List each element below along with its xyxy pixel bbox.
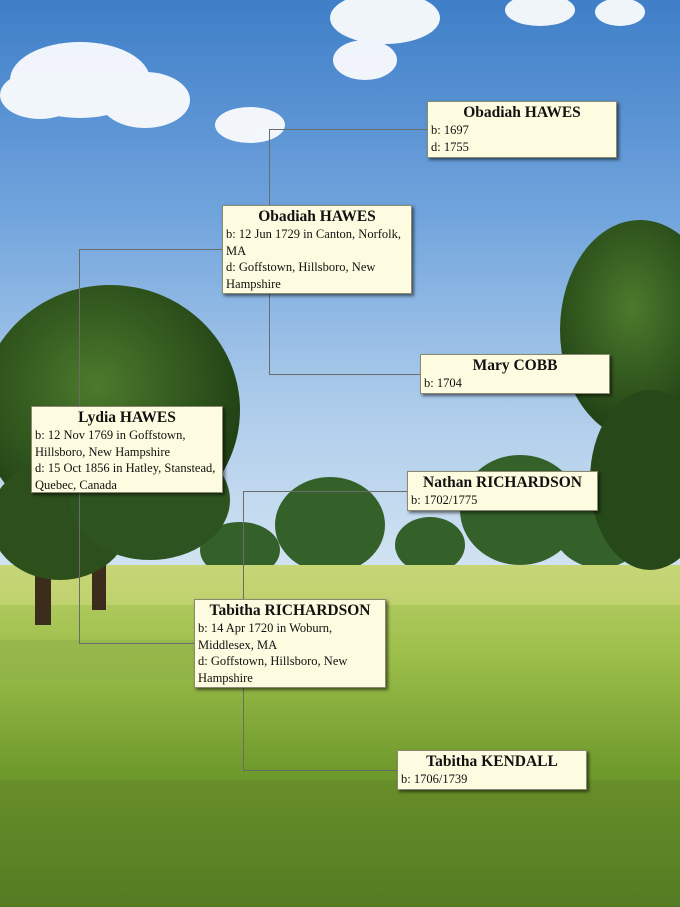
- birth-info: b: 1702/1775: [411, 493, 478, 507]
- connector-mother-upper: [243, 491, 244, 599]
- person-card-lydia[interactable]: [31, 406, 223, 493]
- connector-mother-lower: [243, 688, 244, 770]
- connector-lydia-to-father: [79, 249, 222, 250]
- person-card-maternal-grandfather[interactable]: [407, 471, 598, 511]
- person-card-paternal-grandmother[interactable]: [420, 354, 610, 394]
- connector-father-to-paternal-grandfather: [269, 129, 427, 130]
- birth-info: b: 1706/1739: [401, 772, 468, 786]
- person-card-father[interactable]: [222, 205, 412, 294]
- birth-info: b: 14 Apr 1720 in Woburn, Middlesex, MA: [198, 621, 333, 652]
- connector-mother-to-maternal-grandfather: [243, 491, 407, 492]
- person-name: Tabitha RICHARDSON: [209, 602, 371, 619]
- person-name: Nathan RICHARDSON: [423, 474, 582, 491]
- death-info: d: Goffstown, Hillsboro, New Hampshire: [226, 260, 376, 291]
- person-card-paternal-grandfather[interactable]: [427, 101, 617, 158]
- connector-father-lower: [269, 294, 270, 374]
- person-card-mother[interactable]: [194, 599, 386, 688]
- death-info: d: 15 Oct 1856 in Hatley, Stanstead, Quebec, Canada: [35, 461, 216, 492]
- connector-lydia-lower: [79, 493, 80, 643]
- person-name: Mary COBB: [472, 357, 558, 374]
- person-name: Obadiah HAWES: [258, 208, 376, 225]
- birth-info: b: 1704: [424, 376, 462, 390]
- death-info: d: Goffstown, Hillsboro, New Hampshire: [198, 654, 348, 685]
- connector-lydia-upper: [79, 249, 80, 406]
- connector-father-upper: [269, 129, 270, 205]
- connector-father-to-paternal-grandmother: [269, 374, 420, 375]
- death-info: d: 1755: [431, 139, 469, 154]
- person-name: Tabitha KENDALL: [426, 753, 558, 770]
- person-name: Lydia HAWES: [78, 409, 176, 426]
- connector-mother-to-maternal-grandmother: [243, 770, 397, 771]
- birth-info: b: 1697: [431, 123, 469, 137]
- person-card-maternal-grandmother[interactable]: [397, 750, 587, 790]
- birth-info: b: 12 Jun 1729 in Canton, Norfolk, MA: [226, 227, 401, 258]
- birth-info: b: 12 Nov 1769 in Goffstown, Hillsboro, New Hampshire: [35, 428, 186, 459]
- connector-lydia-to-mother: [79, 643, 194, 644]
- person-name: Obadiah HAWES: [463, 104, 581, 121]
